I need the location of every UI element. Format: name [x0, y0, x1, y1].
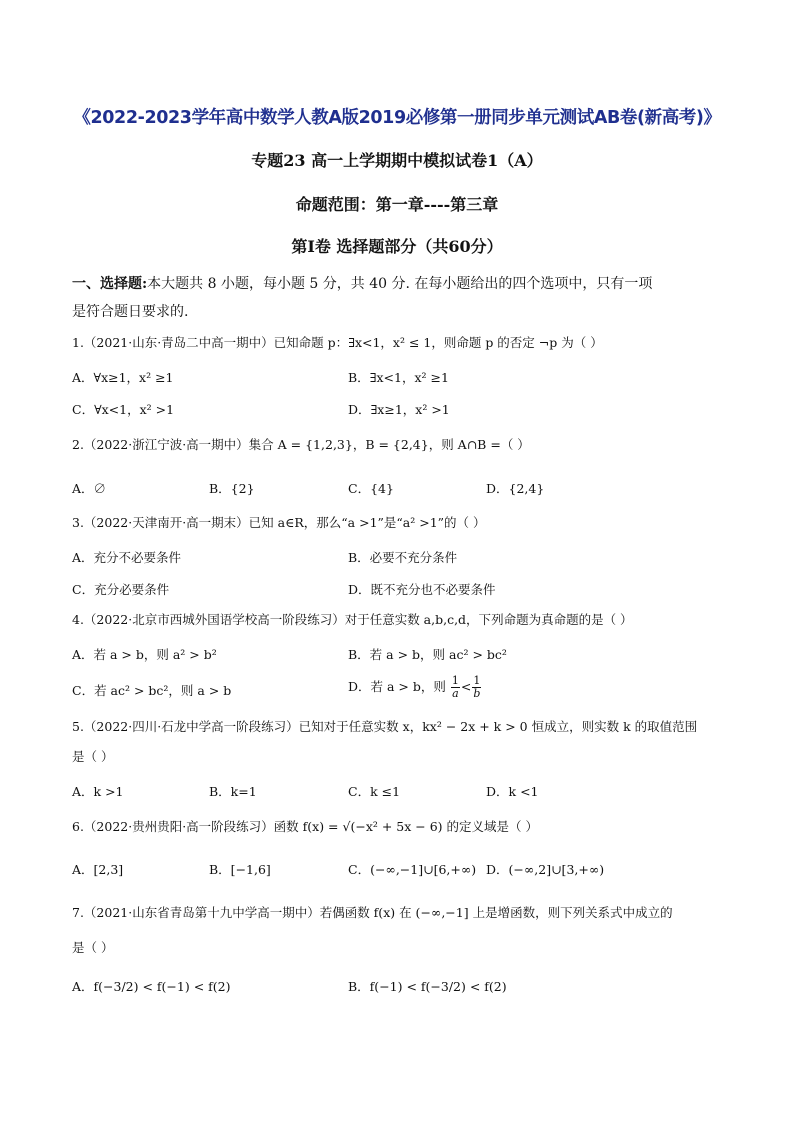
option-b: B．k=1	[209, 784, 257, 799]
scope-line: 命题范围：第一章----第三章	[295, 195, 499, 214]
option-d: D．{2,4}	[486, 481, 545, 496]
question-5-stem-line-1: 5.（2022·四川·石龙中学高一阶段练习）已知对于任意实数 x，kx² − 2x + k > 0 恒成立，则实数 k 的取值范围	[72, 719, 698, 734]
fraction-1-over-b: $\frac{1}{b}$	[473, 674, 481, 700]
question-7-stem-line-1: 7.（2021·山东省青岛第十九中学高一期中）若偶函数 f(x) 在 (−∞,−1] 上是增函数，则下列关系式中成立的	[72, 905, 673, 920]
question-3-stem: 3.（2022·天津南开·高一期末）已知 a∈R，那么“a >1”是“a² >1”的（ ）	[72, 515, 486, 530]
instruction-line-1: 本大题共 8 小题，每小题 5 分，共 40 分. 在每小题给出的四个选项中，只有一项	[147, 276, 653, 292]
series-title: 《2022-2023学年高中数学人教A版2019必修第一册同步单元测试AB卷(新高考)》	[73, 108, 721, 128]
option-d-prefix: D．若 a > b，则	[348, 679, 446, 694]
option-b: B．f(−1) < f(−3/2) < f(2)	[348, 979, 507, 994]
option-b: B．必要不充分条件	[348, 550, 458, 565]
option-b: B．[−1,6]	[209, 862, 271, 877]
option-c: C．{4}	[348, 481, 394, 496]
option-d: D．∃x≥1，x² >1	[348, 402, 450, 417]
option-c: C．∀x<1，x² >1	[72, 402, 175, 417]
fraction-1-over-a: $\frac{1}{a}$	[451, 674, 459, 700]
option-c: C．若 ac² > bc²，则 a > b	[72, 683, 232, 698]
option-a: A．若 a > b，则 a² > b²	[72, 647, 217, 662]
question-7-stem-line-2: 是（ ）	[72, 940, 114, 955]
option-c: C．(−∞,−1]∪[6,+∞)	[348, 862, 477, 877]
option-b: B．{2}	[209, 481, 255, 496]
instruction-line-2: 是符合题日要求的.	[72, 304, 189, 320]
option-b: B．若 a > b，则 ac² > bc²	[348, 647, 507, 662]
question-4-stem: 4.（2022·北京市西城外国语学校高一阶段练习）对于任意实数 a,b,c,d，下列命题为真命题的是（ ）	[72, 612, 633, 627]
volume-heading: 第Ⅰ卷 选择题部分（共60分）	[291, 237, 503, 256]
exam-title: 专题23 高一上学期期中模拟试卷1（A）	[251, 151, 543, 170]
option-d: D．(−∞,2]∪[3,+∞)	[486, 862, 605, 877]
section-heading: 一、选择题:	[72, 276, 148, 292]
option-c: C．k ≤1	[348, 784, 401, 799]
option-a: A．f(−3/2) < f(−1) < f(2)	[72, 979, 231, 994]
option-d: D．若 a > b，则 $\frac{1}{a}$ < $\frac{1}{b}$	[348, 674, 481, 700]
question-2-stem: 2.（2022·浙江宁波·高一期中）集合 A = {1,2,3}，B = {2,4}，则 A∩B =（ ）	[72, 437, 530, 452]
option-a: A．∀x≥1，x² ≥1	[72, 370, 174, 385]
option-b: B．∃x<1，x² ≥1	[348, 370, 449, 385]
question-5-stem-line-2: 是（ ）	[72, 749, 114, 764]
option-a: A．∅	[72, 481, 107, 496]
section-instructions	[72, 270, 732, 326]
question-6-stem: 6.（2022·贵州贵阳·高一阶段练习）函数 f(x) = √(−x² + 5x − 6) 的定义域是（ ）	[72, 819, 539, 834]
option-a: A．k >1	[72, 784, 124, 799]
option-a: A．充分不必要条件	[72, 550, 182, 565]
option-d: D．既不充分也不必要条件	[348, 582, 496, 597]
option-c: C．充分必要条件	[72, 582, 170, 597]
question-1-stem: 1.（2021·山东·青岛二中高一期中）已知命题 p：∃x<1，x² ≤ 1，则命题 p 的否定 ¬p 为（ ）	[72, 335, 603, 350]
option-d: D．k <1	[486, 784, 539, 799]
option-a: A．[2,3]	[72, 862, 124, 877]
